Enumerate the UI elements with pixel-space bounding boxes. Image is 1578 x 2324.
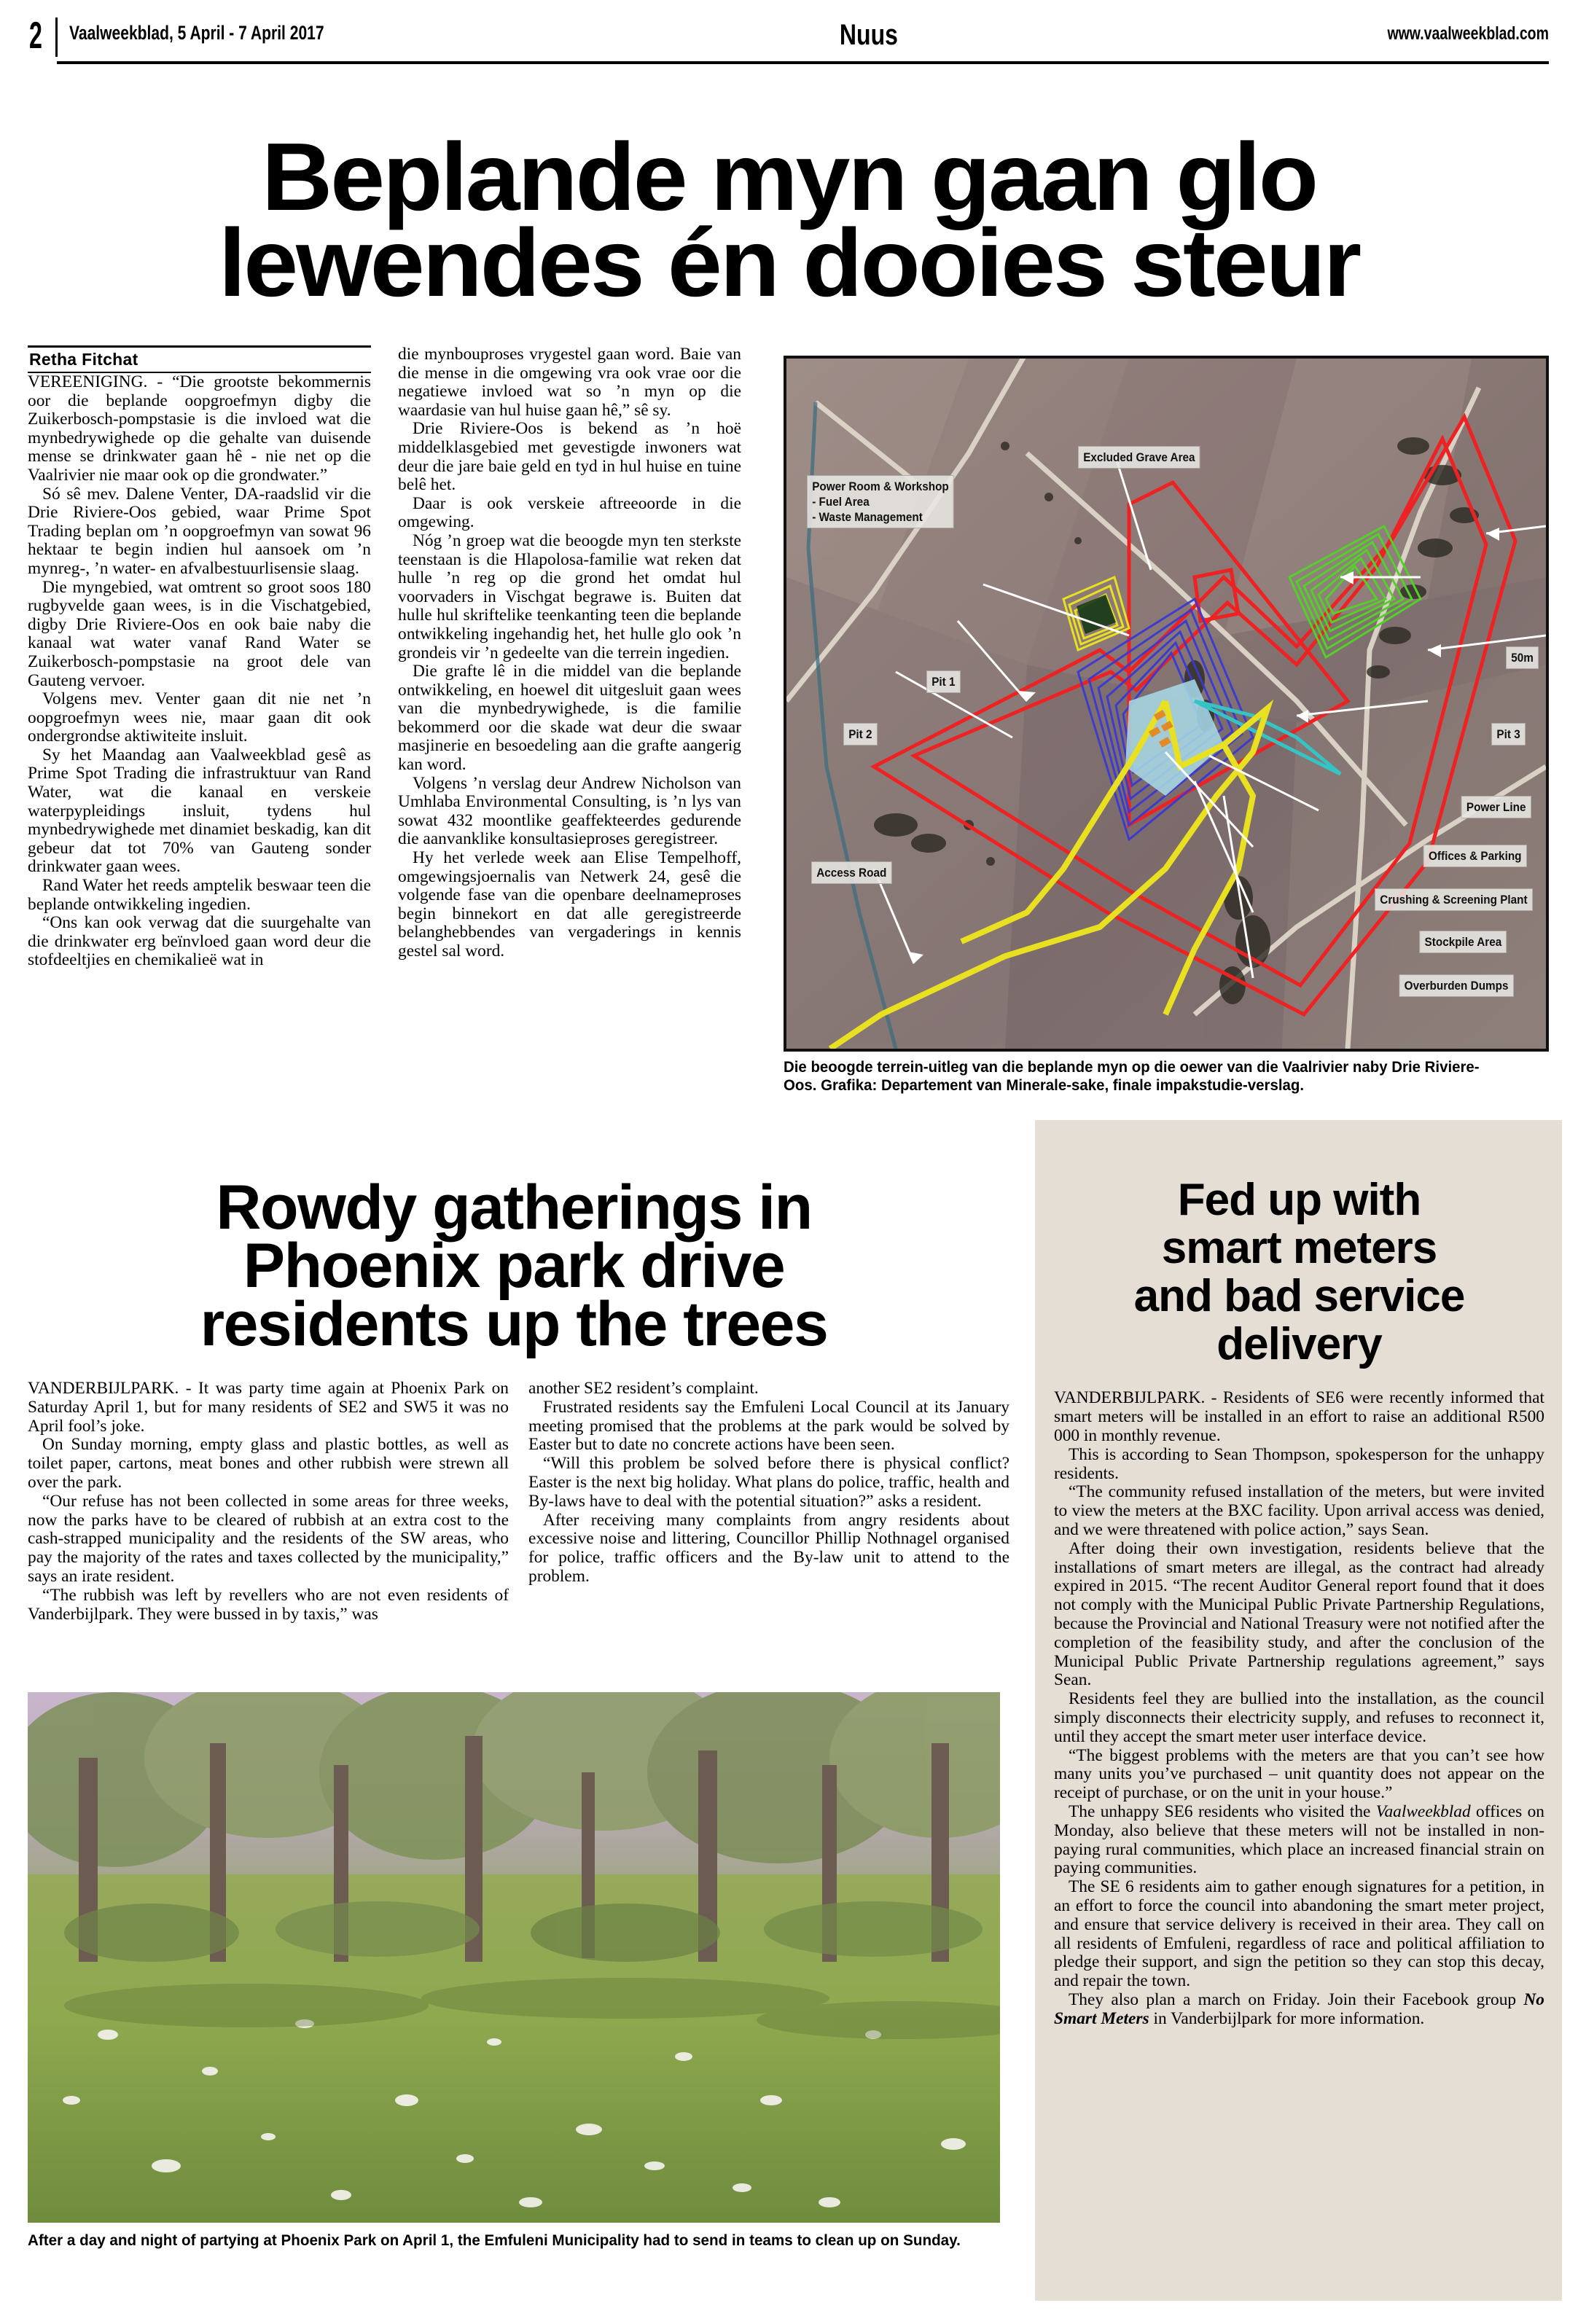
paragraph: “Ons kan ook verwag dat die suurgehalte van die drinkwater erg beïnvloed gaan word deur die stofdeeltjies en chemikalieë wat in [28, 913, 371, 970]
paragraph: On Sunday morning, empty glass and plastic bottles, as well as toilet paper, cartons, meat bones and other rubbish were strewn all over the park. [28, 1435, 509, 1492]
main-headline-line1: Beplande myn gaan glo [262, 123, 1316, 231]
folio-wrap [29, 15, 55, 57]
facebook-group-name: No Smart Meters [1054, 1990, 1544, 2028]
park-article-column-1 [28, 1380, 509, 1624]
map-label-line: - Fuel Area [812, 495, 870, 509]
byline: Retha Fitchat [28, 348, 371, 373]
map-caption: Die beoogde terrein-uitleg van die beplande myn op die oewer van die Vaalrivier naby Drie Riviere-Oos. Grafika: Departement van Minerale-sake, finale impakstudie-verslag. [784, 1058, 1480, 1094]
paragraph: Die grafte lê in die middel van die beplande ontwikkeling, en hoewel dit uitgesluit gaan wees van die mynbedrywighede, is die familie bekommerd oor die skade wat deur die swaar masjinerie en besoedeling aan die grafte aangerig kan word. [398, 662, 741, 775]
paragraph: The SE 6 residents aim to gather enough signatures for a petition, in an effort to force the council into abandoning the smart meter project, and ensure that service delivery is received in their area. They call on all residents of Emfuleni, regardless of race and political affiliation to pledge their support, and sign the petition so they can stop this decay, and repair the town. [1054, 1877, 1544, 1991]
paragraph: “Our refuse has not been collected in some areas for three weeks, now the parks have to be cleared of rubbish at an extra cost to the cash-strapped municipality and the residents of the SW areas, who pay the majority of the rates and taxes collected by the municipality,” says an irate resident. [28, 1491, 509, 1586]
paragraph: another SE2 resident’s complaint. [528, 1379, 759, 1398]
paragraph: “Will this problem be solved before there is physical conflict? Easter is the next big holiday. What plans do police, traffic, health and By-laws have to deal with the potential situation?” asks a resident. [528, 1454, 1009, 1511]
park-headline-line2: Phoenix park drive [243, 1231, 785, 1302]
map-label-line: Power Room & Workshop [812, 480, 949, 493]
park-article-body-2 [528, 1380, 1009, 1586]
map-label-stockpile-area: Stockpile Area [1419, 931, 1507, 953]
paragraph: This is according to Sean Thompson, spokesperson for the unhappy residents. [1054, 1444, 1544, 1483]
smart-meters-headline-line3: and bad service [1133, 1271, 1465, 1322]
paragraph-vaalweekblad [1054, 1803, 1544, 1878]
map-label-crushing-plant: Crushing & Screening Plant [1375, 888, 1533, 911]
mine-article-column-2 [398, 345, 741, 961]
masthead-bottom-rule [57, 61, 1549, 64]
paragraph: Residents feel they are bullied into the installation, as the council simply disconnects their electricity supply, and refuses to reconnect it, until they accept the smart meter user interface device. [1054, 1689, 1544, 1746]
park-photo-graphic [28, 1692, 1000, 2223]
paragraph: After doing their own investigation, residents believe that the installations of smart meters are illegal, as the contract had already expired in 2015. “The recent Auditor General report found that it does not comply with the Municipal Public Private Partnership Regulations, because the Provincial and National Treasury were not notified after the completion of the feasibility study, and after the conclusion of the Municipal Public Private Partnership regulations agreement,” says Sean. [1054, 1538, 1544, 1690]
paragraph-text: offices on Monday, also believe that these meters will not be installed in non-paying rural communities, which place an increased financial strain on paying communities. [1054, 1801, 1544, 1878]
park-article-column-2 [528, 1380, 1009, 1586]
map-label-excluded-grave-area: Excluded Grave Area [1078, 446, 1200, 469]
masthead-divider [55, 17, 58, 57]
paragraph: “The biggest problems with the meters are that you can’t see how many units you’ve purchased – unit quantity does not appear on the receipt of purchase, or on the unit in your house.” [1054, 1745, 1544, 1803]
paragraph-text: The unhappy SE6 residents who visited the [1069, 1801, 1376, 1821]
mine-site-layout-map [784, 356, 1549, 1052]
smart-meters-headline [1054, 1176, 1544, 1369]
map-label-overburden-dumps: Overburden Dumps [1399, 974, 1514, 997]
paragraph: Die myngebied, wat omtrent so groot soos 180 rugbyvelde gaan wees, is in die Vischatgebied, digby Drie Riviere-Oos en ook baie naby die kanaal wat water vanaf Rand Water se Zuikerbosch-pompstasie na groot dele van Gauteng vervoer. [28, 577, 371, 690]
map-label-pit3: Pit 3 [1491, 723, 1526, 746]
park-photo [28, 1692, 1000, 2223]
paragraph-march [1054, 1991, 1544, 2029]
smart-meters-body [1054, 1389, 1544, 2028]
page-number: 2 [29, 15, 42, 57]
smart-meters-headline-line1: Fed up with [1177, 1175, 1421, 1226]
paragraph: VEREENIGING. - “Die grootste bekommernis oor die beplande oopgroefmyn digby die Zuikerbosch-pompstasie is die invloed wat die mynbedrywighede op die gehalte van duisende mense se drinkwater gaan hê - nie net op die Vaalrivier nie maar ook op die grondwater.” [28, 372, 371, 485]
section-title: Nuus [840, 19, 899, 51]
map-label-offices-parking: Offices & Parking [1423, 845, 1527, 867]
paragraph: Hy het verlede week aan Elise Tempelhoff, omgewingsjoernalis van Netwerk 24, gesê die volgende fase van die openbare deelnameproses begin binnekort en dat alle geregistreerde belanghebbendes van vergaderings in kennis gestel sal word. [398, 848, 741, 960]
map-label-power-line: Power Line [1461, 796, 1531, 818]
paragraph: After receiving many complaints from angry residents about excessive noise and littering, Councillor Phillip Nothnagel organised for police, traffic officers and the By-law unit to attend to the problem. [528, 1510, 1009, 1586]
smart-meters-headline-line4: delivery [1216, 1319, 1382, 1370]
smart-meters-sidebar [1035, 1120, 1562, 2301]
mine-article-body-1 [28, 373, 371, 970]
masthead [29, 17, 1549, 63]
paragraph: Nóg ’n groep wat die beoogde myn ten sterkste teenstaan is die Hlapolosa-familie wat reken dat hulle ’n reg op die grond het omdat hul voorvaders in Vischgat begrawe is. Buiten dat hulle hul skriftelike teenkanting teen die beplande ontwikkeling ingehandig het, het hulle glo ook ’n grondeis vir ’n gedeelte van die terrein ingedien. [398, 531, 741, 662]
paragraph: Só sê mev. Dalene Venter, DA-raadslid vir die Drie Riviere-Oos gebied, waar Prime Spot Trading beplan om ’n oopgroefmyn van sowat 96 hektaar te begin indien hul aansoek om ’n mynreg-, ’n water- en afvalbestuurlisensie slaag. [28, 484, 371, 578]
paragraph-text: in Vanderbijlpark for more information. [1149, 2008, 1425, 2028]
vaalweekblad-emphasis: Vaalweekblad [1375, 1801, 1471, 1821]
main-headline [29, 123, 1549, 317]
paragraph: die mynbouproses vrygestel gaan word. Baie van die mense in die omgewing vra ook vrae oor die negatiewe invloed wat so ’n myn op die waardasie van hul huise gaan hê,” sê sy. [398, 345, 741, 420]
park-headline-line1: Rowdy gatherings in [216, 1173, 812, 1243]
paragraph: Volgens mev. Venter gaan dit nie net ’n oopgroefmyn wees nie, maar gaan dit ook ondergrondse aktiwiteite insluit. [28, 689, 371, 746]
map-label-access-road: Access Road [811, 861, 892, 884]
paragraph: Drie Riviere-Oos is bekend as ’n hoë middelklasgebied met gevestigde inwoners wat deur die jare baie geld en tyd in hul huise en tuine belê het. [398, 419, 741, 495]
paragraph-text: They also plan a march on Friday. Join their Facebook group [1069, 1990, 1524, 2009]
mine-article-body-2 [398, 345, 741, 961]
paragraph: VANDERBIJLPARK. - Residents of SE6 were recently informed that smart meters will be installed in an effort to raise an additional R500 000 in monthly revenue. [1054, 1388, 1544, 1446]
website-url[interactable]: www.vaalweekblad.com [1387, 23, 1549, 44]
map-label-pit2: Pit 2 [843, 723, 878, 746]
map-label-power-room [807, 475, 954, 528]
smart-meters-headline-line2: smart meters [1161, 1223, 1437, 1274]
paragraph: Frustrated residents say the Emfuleni Local Council at its January meeting promised that the problems at the park would be solved by Easter but to date no concrete actions have been seen. [528, 1397, 1009, 1455]
paragraph: Daar is ook verskeie aftreeoorde in die omgewing. [398, 493, 741, 532]
paragraph: Rand Water het reeds amptelik beswaar teen die beplande ontwikkeling ingedien. [28, 876, 371, 914]
paragraph: Sy het Maandag aan Vaalweekblad gesê as Prime Spot Trading die infrastruktuur van Rand Water, wat die kanaal en verskeie waterpypleidings insluit, tydens hul mynbedrywighede met dinamiet beskadig, kan dit gebeur dat tot 70% van Gauteng sonder drinkwater gaan wees. [28, 745, 371, 877]
park-headline-line3: residents up the trees [200, 1289, 828, 1360]
mine-article-column-1 [28, 345, 371, 970]
park-article-headline [29, 1173, 999, 1360]
park-photo-caption: After a day and night of partying at Phoenix Park on April 1, the Emfuleni Municipality had to send in teams to clean up on Sunday. [28, 2231, 961, 2249]
paragraph: “The rubbish was left by revellers who are not even residents of Vanderbijlpark. They were bussed in by taxis,” was [28, 1585, 509, 1624]
map-label-50m: 50m [1506, 646, 1539, 669]
main-headline-line2: lewendes én dooies steur [218, 209, 1360, 317]
paragraph: “The community refused installation of the meters, but were invited to view the meters at the BXC facility. Upon arrival access was denied, and we were threatened with police action,” says Sean. [1054, 1482, 1544, 1540]
publication-date: Vaalweekblad, 5 April - 7 April 2017 [69, 22, 324, 44]
park-article-body-1 [28, 1380, 509, 1624]
map-label-pit1: Pit 1 [926, 670, 961, 693]
paragraph: Volgens ’n verslag deur Andrew Nicholson van Umhlaba Environmental Consulting, is ’n lys van sowat 432 moontlike geaffekteerdes gedurende die aanvanklike konsultasieproses geregistreer. [398, 773, 741, 849]
map-label-line: - Waste Management [812, 510, 923, 524]
paragraph: VANDERBIJLPARK. - It was party time again at Phoenix Park on Saturday April 1, but for many residents of SE2 and SW5 it was no April fool’s joke. [28, 1379, 509, 1436]
